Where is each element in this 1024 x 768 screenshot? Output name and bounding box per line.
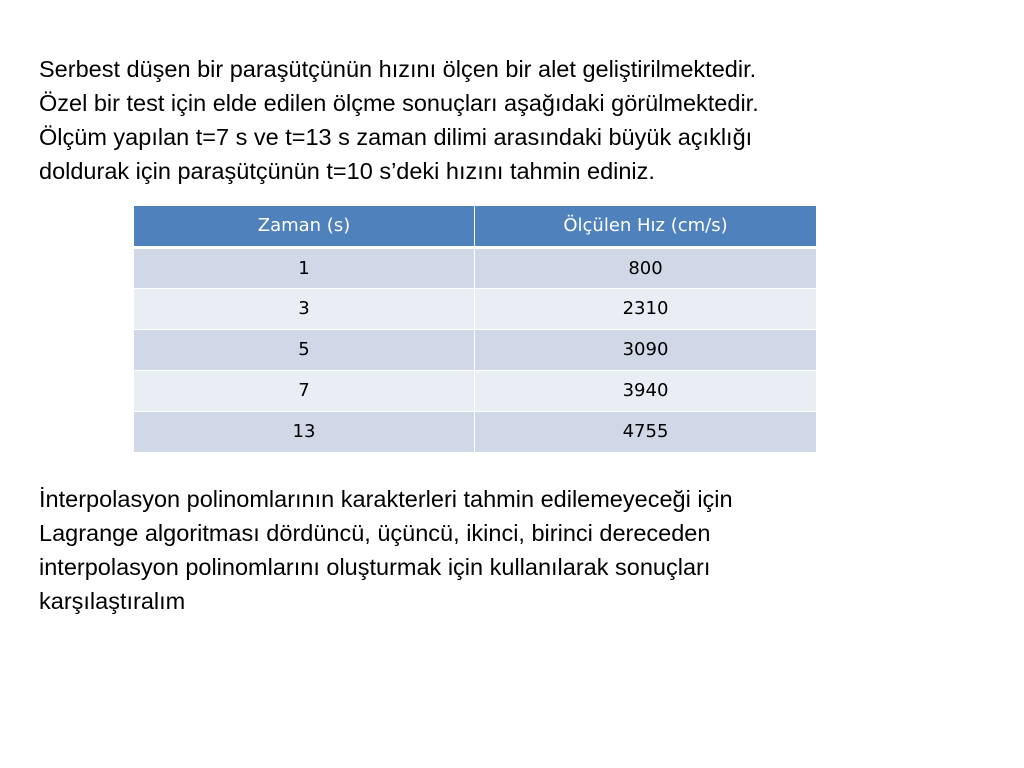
table-row [134, 247, 817, 288]
problem-line: Özel bir test için elde edilen ölçme sonuçları aşağıdaki görülmektedir. [39, 90, 759, 116]
header-time: Zaman (s) [134, 206, 475, 247]
table-row [134, 370, 817, 411]
cell-time: 1 [134, 247, 475, 288]
table-row [134, 411, 817, 452]
method-line: Lagrange algoritması dördüncü, üçüncü, ikinci, birinci dereceden [39, 520, 711, 546]
method-line: karşılaştıralım [39, 588, 186, 614]
table-row [134, 288, 817, 329]
cell-velocity: 2310 [475, 288, 817, 329]
problem-line: Ölçüm yapılan t=7 s ve t=13 s zaman dilimi arasındaki büyük açıklığı [39, 124, 753, 150]
cell-velocity: 3940 [475, 370, 817, 411]
problem-line: doldurak için paraşütçünün t=10 s’deki hızını tahmin ediniz. [39, 158, 655, 184]
cell-velocity: 4755 [475, 411, 817, 452]
table-header-row [134, 206, 817, 247]
method-statement [39, 482, 999, 618]
cell-time: 13 [134, 411, 475, 452]
cell-velocity: 3090 [475, 329, 817, 370]
problem-statement [39, 52, 999, 188]
measurement-table [133, 206, 817, 453]
cell-velocity: 800 [475, 247, 817, 288]
method-line: interpolasyon polinomlarını oluşturmak için kullanılarak sonuçları [39, 554, 711, 580]
cell-time: 5 [134, 329, 475, 370]
header-velocity: Ölçülen Hız (cm/s) [475, 206, 817, 247]
problem-line: Serbest düşen bir paraşütçünün hızını ölçen bir alet geliştirilmektedir. [39, 56, 757, 82]
method-line: İnterpolasyon polinomlarının karakterleri tahmin edilemeyeceği için [39, 486, 733, 512]
cell-time: 7 [134, 370, 475, 411]
table-row [134, 329, 817, 370]
cell-time: 3 [134, 288, 475, 329]
